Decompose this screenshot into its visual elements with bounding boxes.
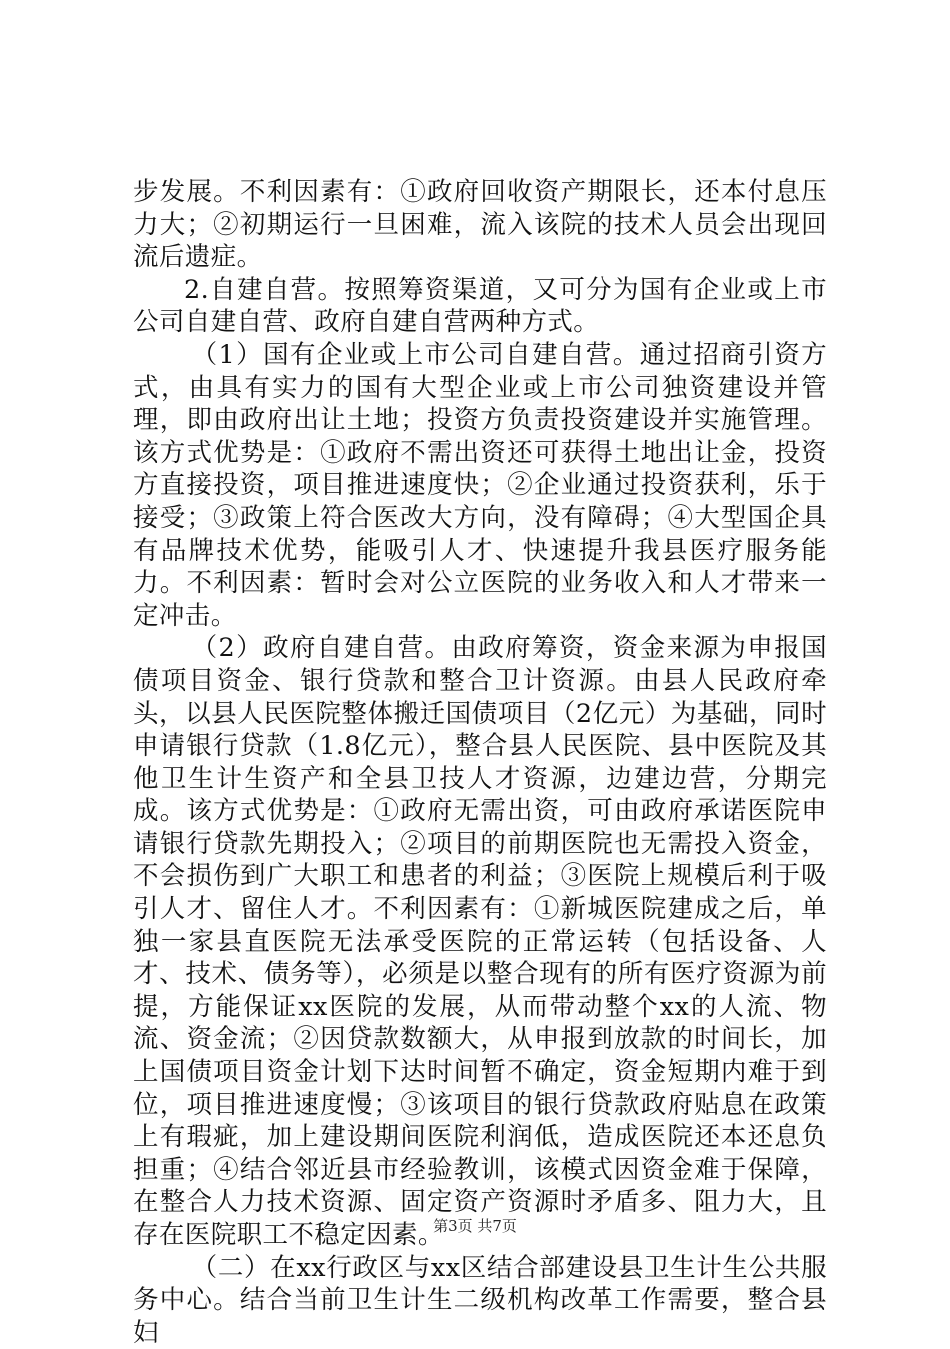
paragraph-continuation: 步发展。不利因素有：①政府回收资产期限长，还本付息压力大；②初期运行一旦困难，流入该院的技术人员会出现回流后遗症。 xyxy=(133,177,827,273)
document-body xyxy=(133,176,827,1349)
paragraph-self-build-overview: 2.自建自营。按照筹资渠道，又可分为国有企业或上市公司自建自营、政府自建自营两种方式。 xyxy=(133,274,827,338)
paragraph-state-enterprise-option: （1）国有企业或上市公司自建自营。通过招商引资方式，由具有实力的国有大型企业或上市公司独资建设并管理，即由政府出让土地；投资方负责投资建设并实施管理。该方式优势是：①政府不需出资还可获得土地出让金，投资方直接投资，项目推进速度快；②企业通过投资获利，乐于接受；③政策上符合医改大方向，没有障碍；④大型国企具有品牌技术优势，能吸引人才、快速提升我县医疗服务能力。不利因素：暂时会对公立医院的业务收入和人才带来一定冲击。 xyxy=(133,339,827,631)
paragraph-government-option: （2）政府自建自营。由政府筹资，资金来源为申报国债项目资金、银行贷款和整合卫计资源。由县人民政府牵头，以县人民医院整体搬迁国债项目（2亿元）为基础，同时申请银行贷款（1.8亿元），整合县人民医院、县中医院及其他卫生计生资产和全县卫技人才资源，边建边营，分期完成。该方式优势是：①政府无需出资，可由政府承诺医院申请银行贷款先期投入；②项目的前期医院也无需投入资金，不会损伤到广大职工和患者的利益；③医院上规模后利于吸引人才、留住人才。不利因素有：①新城医院建成之后，单独一家县直医院无法承受医院的正常运转（包括设备、人才、技术、债务等），必须是以整合现有的所有医疗资源为前提，方能保证xx医院的发展，从而带动整个xx的人流、物流、资金流；②因贷款数额大，从申报到放款的时间长，加上国债项目资金计划下达时间暂不确定，资金短期内难于到位，项目推进速度慢；③该项目的银行贷款政府贴息在政策上有瑕疵，加上建设期间医院利润低，造成医院还本还息负担重；④结合邻近县市经验教训，该模式因资金难于保障，在整合人力技术资源、固定资产资源时矛盾多、阻力大，且存在医院职工不稳定因素。 xyxy=(133,633,827,1250)
paragraph-public-service-center: （二）在xx行政区与xx区结合部建设县卫生计生公共服务中心。结合当前卫生计生二级机构改革工作需要，整合县妇 xyxy=(133,1252,827,1348)
page-footer: 第3页 共7页 xyxy=(433,1217,517,1235)
